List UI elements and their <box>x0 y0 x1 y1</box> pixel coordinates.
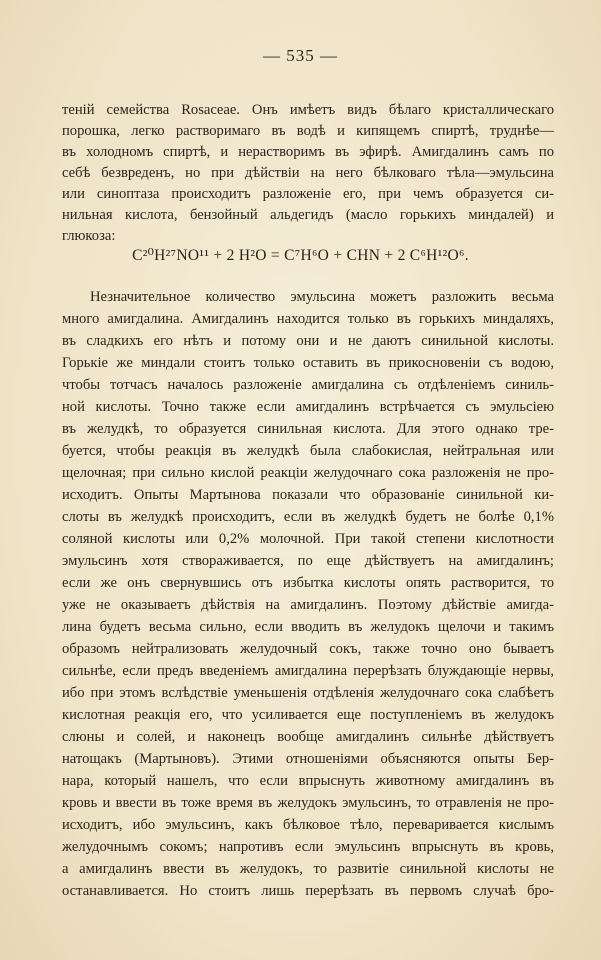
text-line: буется, чтобы реакція въ желудкѣ была слабокислая, нейтральная или <box>62 443 554 459</box>
text-line: щелочная; при сильно кислой реакціи желудочнаго сока разложенія не про- <box>62 465 554 481</box>
text-line: или синоптаза происходитъ разложеніе его, при чемъ образуется си- <box>62 186 554 202</box>
text-line: а амигдалинъ ввести въ желудокъ, то развитіе синильной кислоты не <box>62 861 554 877</box>
text-line: натощакъ (Мартыновъ). Этими отношеніями объясняются опыты Бер- <box>62 751 554 767</box>
text-line: теній семейства Rosaceae. Онъ имѣетъ видъ бѣлаго кристаллическаго <box>62 102 554 118</box>
text-line: эмульсинъ хотя створаживается, по еще дѣйствуетъ на амигдалинъ; <box>62 553 554 569</box>
text-line: въ желудкѣ, то образуется синильная кислота. Для этого однако тре- <box>62 421 554 437</box>
text-line: исходитъ, ибо эмульсинъ, какъ бѣлковое тѣло, переваривается кислымъ <box>62 817 554 833</box>
page-number: — 535 — <box>263 46 338 65</box>
text-line: ной кислоты. Точно также если амигдалинъ встрѣчается съ эмульсіею <box>62 399 554 415</box>
text-line: слоты въ желудкѣ происходитъ, если въ желудкѣ будетъ не болѣе 0,1% <box>62 509 554 525</box>
chemical-formula: C²⁰H²⁷NO¹¹ + 2 H²O = C⁷H⁶O + CHN + 2 C⁶H¹²O⁶. <box>132 247 469 264</box>
text-line: себѣ безвреденъ, но при дѣйствіи на него бѣлковаго тѣла—эмульсина <box>62 165 554 181</box>
text-line: глюкоза: <box>62 228 116 244</box>
text-line: чтобы тотчасъ началось разложеніе амигдалина съ отдѣленіемъ синиль- <box>62 377 554 393</box>
text-line: лина будетъ весьма сильно, если вводить въ желудокъ щелочи и такимъ <box>62 619 554 635</box>
text-line: нильная кислота, бензойный альдегидъ (масло горькихъ миндалей) и <box>62 207 554 223</box>
text-line: въ сладкихъ его нѣтъ и потому они и не даютъ синильной кислоты. <box>62 333 554 349</box>
text-line: слюны и солей, и наконецъ вообще амигдалинъ сильнѣе дѣйствуетъ <box>62 729 554 745</box>
text-line: сильнѣе, если предъ введеніемъ амигдалина перерѣзать блуждающіе нервы, <box>62 663 554 679</box>
text-line: Горькіе же миндали стоитъ только оставить въ прикосновеніи съ водою, <box>62 355 554 371</box>
text-line: кровь и ввести въ тоже время въ желудокъ эмульсинъ, то отравленія не про- <box>62 795 554 811</box>
text-line: Незначительное количество эмульсина можетъ разложить весьма <box>90 289 554 305</box>
text-line: ибо при этомъ вслѣдствіе уменьшенія отдѣленія желудочнаго сока слабѣетъ <box>62 685 554 701</box>
text-line: нара, который нашелъ, что если впрыснуть животному амигдалинъ въ <box>62 773 554 789</box>
text-line: много амигдалина. Амигдалинъ находится только въ горькихъ миндаляхъ, <box>62 311 554 327</box>
text-line: исходитъ. Опыты Мартынова показали что образованіе синильной ки- <box>62 487 554 503</box>
text-line: порошка, легко растворимаго въ водѣ и кипящемъ спиртѣ, труднѣе— <box>62 123 554 139</box>
text-line: соляной кислоты или 0,2% молочной. При такой степени кислотности <box>62 531 554 547</box>
text-line: если же онъ свернувшись отъ избытка кислоты опять растворится, то <box>62 575 554 591</box>
text-line: останавливается. Но стоитъ лишь перерѣзать въ первомъ случаѣ бро- <box>62 883 554 899</box>
text-line: въ холодномъ спиртѣ, и нерастворимъ въ эфирѣ. Амигдалинъ самъ по <box>62 144 554 160</box>
text-line: кислотная реакція его, что усиливается еще поступленіемъ въ желудокъ <box>62 707 554 723</box>
text-line: уже не оказываетъ дѣйствія на амигдалинъ. Поэтому дѣйствіе амигда- <box>62 597 554 613</box>
text-line: образомъ нейтрализовать желудочный сокъ, также точно оно бываетъ <box>62 641 554 657</box>
text-line: желудочнымъ сокомъ; напротивъ если эмульсинъ впрыснуть въ кровь, <box>62 839 554 855</box>
